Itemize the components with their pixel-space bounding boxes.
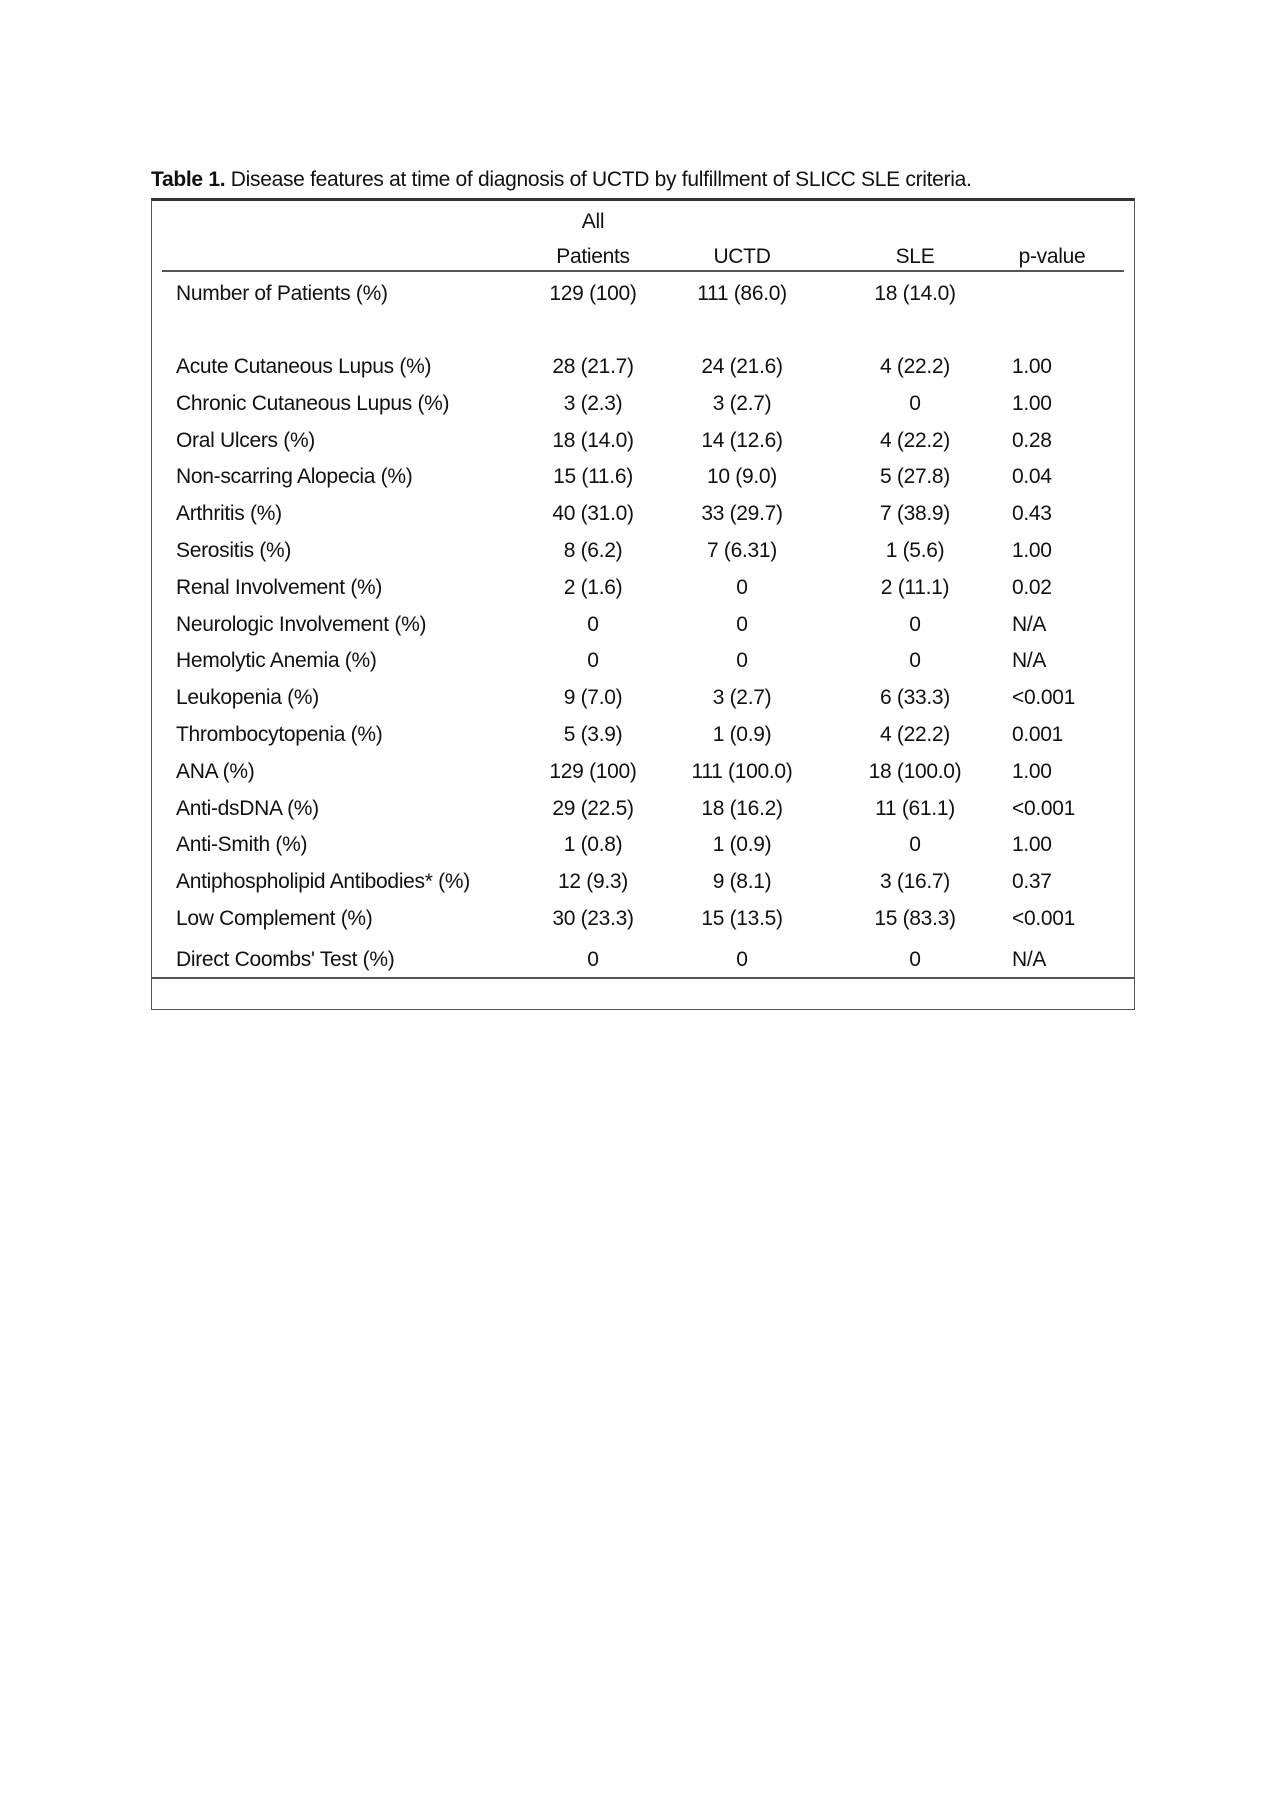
cell-uctd: 0 (736, 575, 748, 599)
cell-label: Number of Patients (%) (176, 282, 388, 305)
cell-sle: 11 (61.1) (875, 796, 955, 820)
cell-uctd: 7 (6.31) (707, 539, 777, 562)
cell-p: 0.37 (1012, 870, 1052, 894)
cell-all: 3 (2.3) (563, 391, 623, 415)
cell-p: 1.00 (1012, 355, 1052, 378)
cell-p: <0.001 (1012, 686, 1076, 710)
caption-text: Disease features at time of diagnosis of UCTD by fulfillment of SLICC SLE criteria. (225, 168, 972, 191)
cell-uctd: 111 (86.0) (697, 282, 787, 305)
cell-p: <0.001 (1012, 907, 1076, 930)
cell-uctd: 111 (100.0) (691, 759, 793, 783)
cell-all: 29 (22.5) (552, 796, 634, 820)
cell-uctd: 0 (736, 649, 748, 673)
cell-p: 0.04 (1012, 465, 1052, 489)
cell-p: 0.28 (1012, 428, 1052, 452)
cell-label: Chronic Cutaneous Lupus (%) (176, 391, 450, 415)
header-sle: SLE (895, 245, 935, 268)
cell-sle: 0 (909, 947, 921, 971)
disease-features-table (151, 198, 1135, 1010)
cell-uctd: 9 (8.1) (712, 870, 772, 894)
cell-label: Leukopenia (%) (176, 686, 319, 710)
cell-label: Serositis (%) (176, 539, 292, 562)
header-all-line2: Patients (556, 245, 630, 268)
cell-all: 2 (1.6) (563, 575, 623, 599)
cell-p: 1.00 (1012, 391, 1052, 415)
cell-sle: 7 (38.9) (880, 502, 950, 526)
cell-p: 1.00 (1012, 759, 1052, 783)
cell-all: 1 (0.8) (563, 833, 623, 857)
cell-all: 9 (7.0) (563, 686, 623, 710)
cell-all: 129 (100) (549, 282, 637, 305)
cell-all: 18 (14.0) (552, 428, 634, 452)
cell-label: ANA (%) (176, 759, 255, 783)
cell-sle: 0 (909, 391, 921, 415)
cell-all: 0 (587, 612, 599, 636)
cell-p: <0.001 (1012, 796, 1076, 820)
table-number: Table 1. (151, 168, 226, 191)
cell-all: 40 (31.0) (552, 502, 634, 526)
cell-sle: 5 (27.8) (880, 465, 950, 489)
cell-uctd: 0 (736, 612, 748, 636)
cell-label: Acute Cutaneous Lupus (%) (176, 355, 432, 378)
bottom-divider (152, 977, 1134, 979)
cell-sle: 2 (11.1) (880, 575, 950, 599)
cell-p: 0.001 (1012, 723, 1064, 746)
cell-sle: 18 (14.0) (874, 282, 956, 305)
cell-p: N/A (1012, 612, 1047, 636)
cell-all: 12 (9.3) (558, 870, 628, 894)
cell-uctd: 3 (2.7) (712, 391, 772, 415)
cell-p: 0.02 (1012, 575, 1052, 599)
cell-p: N/A (1012, 649, 1047, 673)
cell-label: Non-scarring Alopecia (%) (176, 465, 413, 489)
cell-uctd: 15 (13.5) (701, 907, 783, 930)
cell-label: Arthritis (%) (176, 502, 282, 526)
cell-sle: 0 (909, 649, 921, 673)
cell-sle: 6 (33.3) (880, 686, 950, 710)
header-divider (162, 270, 1124, 272)
cell-sle: 4 (22.2) (880, 723, 950, 746)
cell-all: 8 (6.2) (563, 539, 623, 562)
cell-label: Thrombocytopenia (%) (176, 723, 383, 746)
cell-sle: 0 (909, 612, 921, 636)
cell-all: 30 (23.3) (552, 907, 634, 930)
cell-sle: 3 (16.7) (880, 870, 950, 894)
cell-label: Hemolytic Anemia (%) (176, 649, 377, 673)
header-all-line1: All (581, 210, 605, 233)
cell-all: 5 (3.9) (563, 723, 623, 746)
cell-label: Direct Coombs' Test (%) (176, 947, 395, 971)
cell-p: N/A (1012, 947, 1047, 971)
cell-all: 0 (587, 649, 599, 673)
cell-sle: 18 (100.0) (868, 759, 962, 783)
cell-sle: 4 (22.2) (880, 428, 950, 452)
cell-uctd: 1 (0.9) (712, 723, 772, 746)
cell-p: 0.43 (1012, 502, 1052, 526)
header-uctd: UCTD (713, 245, 771, 268)
table-caption (151, 168, 972, 192)
cell-uctd: 1 (0.9) (712, 833, 772, 857)
cell-sle: 0 (909, 833, 921, 857)
cell-label: Oral Ulcers (%) (176, 428, 316, 452)
cell-uctd: 3 (2.7) (712, 686, 772, 710)
cell-label: Anti-dsDNA (%) (176, 796, 319, 820)
cell-uctd: 18 (16.2) (701, 796, 783, 820)
cell-all: 129 (100) (549, 759, 637, 783)
cell-uctd: 33 (29.7) (701, 502, 783, 526)
cell-all: 0 (587, 947, 599, 971)
cell-uctd: 14 (12.6) (701, 428, 783, 452)
cell-label: Renal Involvement (%) (176, 575, 383, 599)
cell-uctd: 10 (9.0) (707, 465, 777, 489)
cell-sle: 1 (5.6) (885, 539, 945, 562)
cell-sle: 15 (83.3) (874, 907, 956, 930)
cell-label: Low Complement (%) (176, 907, 373, 930)
cell-p: 1.00 (1012, 539, 1052, 562)
header-pvalue: p-value (1018, 245, 1086, 268)
cell-p: 1.00 (1012, 833, 1052, 857)
cell-uctd: 0 (736, 947, 748, 971)
cell-sle: 4 (22.2) (880, 355, 950, 378)
cell-uctd: 24 (21.6) (701, 355, 783, 378)
cell-label: Anti-Smith (%) (176, 833, 308, 857)
cell-label: Antiphospholipid Antibodies* (%) (176, 870, 470, 894)
cell-all: 15 (11.6) (553, 465, 633, 489)
cell-all: 28 (21.7) (552, 355, 634, 378)
cell-label: Neurologic Involvement (%) (176, 612, 427, 636)
